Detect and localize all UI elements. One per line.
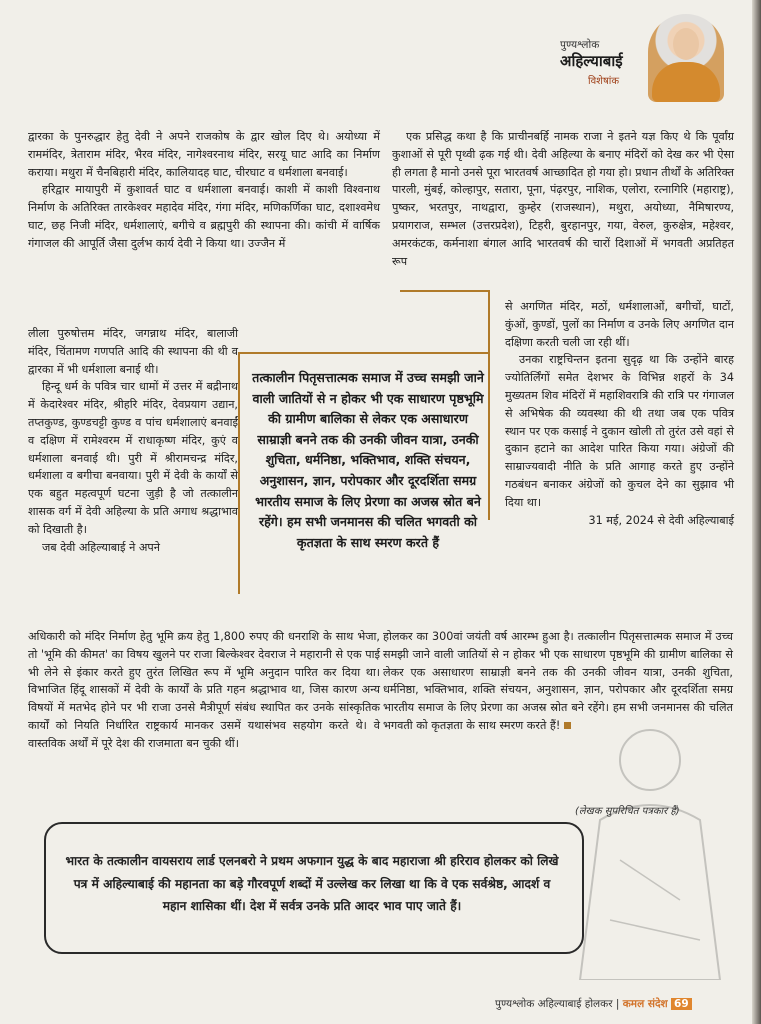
right-column-middle — [505, 298, 734, 529]
right-column-top — [392, 128, 734, 270]
page-footer — [495, 997, 695, 1017]
header-series: पुण्यश्लोक — [560, 39, 600, 51]
paragraph: हिन्दू धर्म के पवित्र चार धामों में उत्तर में बद्रीनाथ में केदारेश्वर मंदिर, श्रीहरि मंदिर, देवप्रयाग उद्यान, तप्तकुण्ड, कुण्डचट्टी कुण्ड व पांच धर्मशालाएं बनवाईं व दक्षिण में रामेश्वरम में राधाकृष्ण मंदिर, कुएं व धर्मशाला बनवाई थी। पुरी में श्रीरामचन्द्र मंदिर, धर्मशाला व बगीचा बनवाया। पुरी में देवी के कार्यों से एक बहुत महत्वपूर्ण घटना जुड़ी है जो तत्कालीन शासक वर्ग में देवी अहिल्या के प्रति अगाध श्रद्धाभाव को दिखाती है। — [28, 380, 238, 536]
left-column-bottom — [28, 628, 380, 753]
callout-text: भारत के तत्कालीन वायसराय लार्ड एलनबरो ने प्रथम अफगान युद्ध के बाद महाराजा श्री हरिराव होलकर को लिखे पत्र में अहिल्याबाई की महानता का बड़े गौरवपूर्ण शब्दों में उल्लेख कर लिखा था कि वे एक सर्वश्रेष्ठ, आदर्श व महान शासिका थीं। देश में सर्वत्र उनके प्रति आदर भाव पाए जाते हैं। — [65, 854, 559, 913]
paragraph: अधिकारी को मंदिर निर्माण हेतु भूमि क्रय हेतु 1,800 रुपए की धनराशि के साथ भेजा, तो 'भूमि की कीमत' का विषय खुलने पर राजा बिल्केश्वर देवराज ने महारानी से एक पाई भी लेने से इंकार करते हुए तुरंत लिखित रूप में भूमि अनुदान पारित कर दिया था। विभाजित हिंदू शासकों में देवी के कार्यों के प्रति गहन श्रद्धाभाव था, जिस कारण अन्य विषयों में मतभेद होने पर भी राजा उनसे मैत्रीपूर्ण संबंध स्थापित कर उनके सांस्कृतिक कार्यों को नियति निर्धारित राष्ट्रकार्य मानकर उसमें यथासंभव सहयोग करते थे। वे वास्तविक अर्थों में पूरे देश की राजमाता बन चुकी थीं। — [28, 630, 380, 750]
author-credit: (लेखक सुपरिचित पत्रकार हैं) — [575, 806, 680, 817]
header-special: विशेषांक — [588, 76, 619, 87]
paragraph: उनका राष्ट्रचिन्तन इतना सुदृढ़ था कि उन्होंने बारह ज्योतिर्लिंगों समेत देशभर के विभिन्न शहरों के 34 मुख्यतम शिव मंदिरों में महाशिवरात्रि की रात्रि पर गंगाजल से अभिषेक की व्यवस्था की थी तथा जब एक पवित्र स्थान पर एक कसाई ने दुकान खोली तो तुरंत उसे वहां से दुकान हटाने का आदेश पारित किया गया। अंग्रेजों की साम्राज्यवादी नीति के प्रति आगाह करते हुए उन्होंने गठबंधन बनाकर अंग्रेजों को कुचल देने का सुझाव भी दिया था। — [505, 353, 734, 509]
portrait-face — [673, 28, 699, 60]
illustration-sketch — [560, 700, 740, 980]
paragraph: से अगणित मंदिर, मठों, धर्मशालाओं, बगीचों, घाटों, कुंओं, कुण्डों, पुलों का निर्माण व उनके लिए अगणित दान दक्षिणा करती चली जा रही थीं। — [505, 300, 734, 349]
page-number: 69 — [671, 998, 692, 1010]
paragraph: द्वारका के पुनरुद्धार हेतु देवी ने अपने राजकोष के द्वार खोल दिए थे। अयोध्या में राममंदिर, त्रेताराम मंदिर, भैरव मंदिर, नागेश्वरनाथ मंदिर, सरयू घाट आदि का निर्माण कराया। मथुरा में चैनबिहारी मंदिर, कालियादह घाट, चीरघाट व धर्मशाला बनवाई। — [28, 130, 380, 179]
pull-quote-rule — [488, 290, 490, 520]
header-name: अहिल्याबाई — [560, 52, 623, 70]
paragraph: लीला पुरुषोत्तम मंदिर, जगन्नाथ मंदिर, बालाजी मंदिर, चिंतामण गणपति आदि की स्थापना की थी व द्वारका में भी धर्मशाला बनाई थी। — [28, 327, 238, 376]
pull-quote-rule-top — [400, 290, 490, 292]
footer-magazine: कमल संदेश — [622, 998, 668, 1010]
pull-quote: तत्कालीन पितृसत्तात्मक समाज में उच्च समझी जाने वाली जातियों से न होकर भी एक साधारण पृष्ठभूमि की ग्रामीण बालिका से लेकर एक असाधारण साम्राज्ञी बनने तक की उनकी जीवन यात्रा, उनकी शुचिता, धर्मनिष्ठा, भक्तिभाव, शक्ति संचयन, अनुशासन, ज्ञान, परोपकार और दूरदर्शिता समग्र भारतीय समाज के लिए प्रेरणा का अजस्र स्रोत बने रहेंगे। हम सभी जनमानस की चलित भगवती को कृतज्ञता के साथ स्मरण करते हैं — [252, 370, 484, 550]
paragraph: हरिद्वार मायापुरी में कुशावर्त घाट व धर्मशाला बनवाई। काशी में काशी विश्वनाथ निर्माण के अतिरिक्त तारकेश्वर महादेव मंदिर, गंगा मंदिर, मणिकर्णिका घाट, दशाश्वमेध घाट, छह निजी मंदिर, धर्मशालाएं, बगीचे व ब्रह्मपुरी की स्थापना की। कांची में वार्षिक गंगाजल की आपूर्ति जैसा दुर्लभ कार्य देवी ने किया था। उज्जैन में — [28, 183, 380, 250]
paragraph: जब देवी अहिल्याबाई ने अपने — [42, 540, 160, 554]
paragraph: एक प्रसिद्ध कथा है कि प्राचीनबर्हि नामक राजा ने इतने यज्ञ किए थे कि पूर्वांग्र कुशाओं से पूरी पृथ्वी ढ़क गई थी। देवी अहिल्या के बनाए मंदिरों को देख कर भी ऐसा ही लगता है मानो उनसे पूरा भारतवर्ष आच्छादित हो गया हो। प्रधान तीर्थों के अतिरिक्त पारली, मुंबई, कोल्हापुर, सतारा, पूना, पंढ़रपुर, नाशिक, एलोरा, रत्नागिरि (महाराष्ट्र), पुष्कर, भरतपुर, नाथद्वारा, कुम्हेर (राजस्थान), मथुरा, अयोध्या, नैमिषारण्य, प्रयागराज, सम्भल (उत्तरप्रदेश), टिहरी, बुरहानपुर, गया, वेरुल, कुरुक्षेत्र, महेश्वर, अमरकंटक, कर्मनाशा बंगाल आदि भारतवर्ष की चारों दिशाओं में भगवती अप्रतिहत रूप — [392, 130, 734, 268]
paragraph-text: होलकर का 300वां जयंती वर्ष आरम्भ हुआ है। तत्कालीन पितृसत्तात्मक समाज में उच्च समझी जाने वाली जातियों से न होकर भी एक साधारण पृष्ठभूमि की ग्रामीण बालिका से लेकर एक असाधारण साम्राज्ञी बनने तक की उनकी जीवन यात्रा, उनकी शुचिता, धर्मनिष्ठा, भक्तिभाव, शक्ति संचयन, अनुशासन, ज्ञान, परोपकार और दूरदर्शिता समग्र भारतीय समाज के लिए प्रेरणा का अजस्र स्रोत बने रहेंगे। हम सभी जनमानस की चलित भगवती को कृतज्ञता के साथ स्मरण करते हैं! — [383, 630, 733, 732]
footer-title: पुण्यश्लोक अहिल्याबाई होलकर | — [495, 998, 620, 1010]
paragraph: 31 मई, 2024 से देवी अहिल्याबाई — [588, 513, 734, 527]
portrait-shawl — [652, 62, 720, 102]
left-column-top — [28, 128, 380, 253]
portrait-image — [648, 14, 724, 102]
page-edge-shadow — [752, 0, 761, 1024]
left-column-middle — [28, 325, 238, 556]
